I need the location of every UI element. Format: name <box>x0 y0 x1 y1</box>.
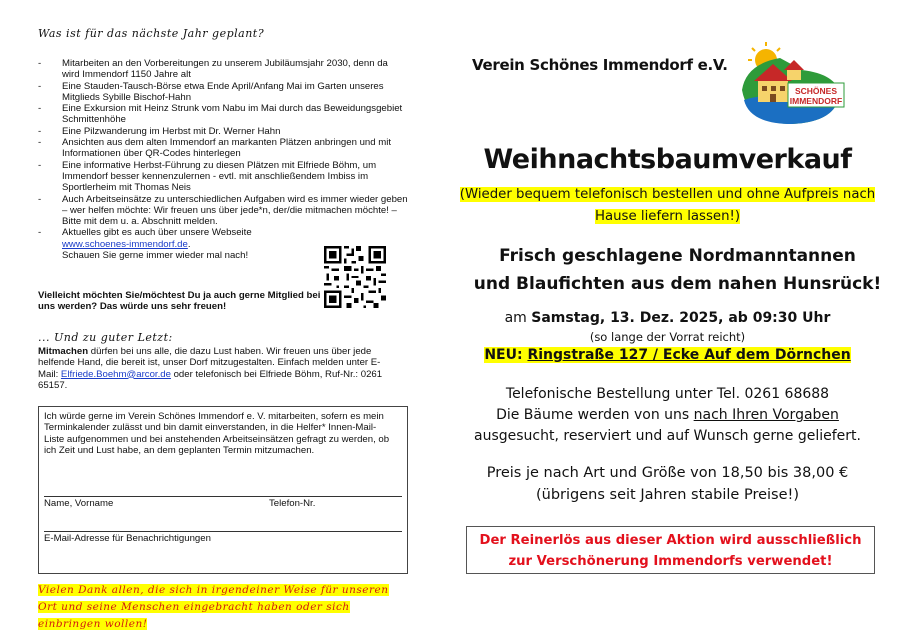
new-location: NEU: Ringstraße 127 / Ecke Auf dem Dörnchen <box>484 347 851 363</box>
list-item-website: - Aktuelles gibt es auch über unsere Webseite www.schoenes-immendorf.de. Schauen Sie gerne immer wieder mal nach! <box>38 227 252 262</box>
proceeds-note: Der Reinerlös aus dieser Aktion wird ausschließlich zur Verschönerung Immendorfs verwendet! <box>466 526 875 574</box>
list-item: - Eine Exkursion mit Heinz Strunk vom Nabu im Mai durch das Beweidungsgebiet Schmittenhöhe <box>38 103 403 126</box>
trees-headline: Frisch geschlagene Nordmanntannen und Blaufichten aus dem nahen Hunsrück! <box>473 246 882 294</box>
subtitle: (Wieder bequem telefonisch bestellen und ohne Aufpreis nach Hause liefern lassen!) <box>459 187 876 224</box>
website-link[interactable]: www.schoenes-immendorf.de <box>62 238 188 250</box>
list-item: - Eine Stauden-Tausch-Börse etwa Ende April/Anfang Mai im Garten unseres Mitglieds Sybille Bischof-Hahn <box>38 80 384 103</box>
logo-text-1: SCHÖNES <box>794 86 838 96</box>
name-label: Name, Vorname <box>44 498 114 509</box>
price-info: Preis je nach Art und Größe von 18,50 bis 38,00 € (übrigens seit Jahren stabile Preise!) <box>486 465 849 503</box>
right-column <box>455 0 900 636</box>
signup-form <box>38 406 408 574</box>
list-item: - Eine Pilzwanderung im Herbst mit Dr. Werner Hahn <box>38 125 281 137</box>
list-item: - Auch Arbeitseinsätze zu unterschiedlichen Aufgaben wird es immer wieder geben – wer helfen möchte: Wir freuen uns über jede*n, der/die mitmachen möchte! – Bitte mit dem u. a. Abschnitt melden. <box>38 193 408 228</box>
logo-text-2: IMMENDORF <box>789 96 843 106</box>
club-logo <box>736 40 846 126</box>
last-heading: ... Und zu guter Letzt: <box>38 331 173 344</box>
plans-list <box>38 58 408 261</box>
phone-label: Telefon-Nr. <box>269 498 316 509</box>
club-name: Verein Schönes Immendorf e.V. <box>472 56 728 74</box>
sale-date: am Samstag, 13. Dez. 2025, ab 09:30 Uhr <box>504 310 831 326</box>
email-field[interactable] <box>44 531 402 532</box>
list-item: - Ansichten aus dem alten Immendorf an markanten Plätzen anbringen und mit Informationen über QR-Codes hinterlegen <box>38 137 392 160</box>
membership-invite: Vielleicht möchten Sie/möchtest Du ja auch gerne Mitglied bei uns werden? Das würde uns sehr freuen! <box>38 290 321 313</box>
list-item: - Mitarbeiten an den Vorbereitungen zu unserem Jubiläumsjahr 2030, denn da wird Immendorf 1150 Jahre alt <box>38 58 388 81</box>
list-item: - Eine informative Herbst-Führung zu diesen Plätzen mit Elfriede Böhm, um Immendorf besser kennenzulernen - evtl. mit anschließendem Imbiss im Sportlerheim mit Thomas Neis <box>38 159 377 194</box>
thanks-note: Vielen Dank allen, die sich in irgendeiner Weise für unseren Ort und seine Menschen eingebracht haben oder sich einbringen wollen! <box>38 584 389 630</box>
plans-heading: Was ist für das nächste Jahr geplant? <box>38 27 265 40</box>
email-link[interactable]: Elfriede.Boehm@arcor.de <box>60 368 171 380</box>
name-field[interactable] <box>44 496 402 497</box>
email-label: E-Mail-Adresse für Benachrichtigungen <box>44 533 211 544</box>
form-consent-text: Ich würde gerne im Verein Schönes Immendorf e. V. mitarbeiten, sofern es mein Terminkalender zulässt und bin damit einverstanden, in die Helfer* Innen-Mail-Liste aufgenommen und bei anstehenden Arbeitseinsätzen gefragt zu werden, ob ich Zeit und Lust habe, an dem geplanten Termin mitzumachen. <box>44 411 390 456</box>
join-paragraph: Mitmachen dürfen bei uns alle, die dazu Lust haben. Wir freuen uns über jede helfende Hand, die bereit ist, unser Dorf mitzugestalten. Einfach melden unter E-Mail: Elfriede.Boehm@arcor.de oder telefonisch bei Elfriede Böhm, Ruf-Nr.: 0261 65157. <box>38 346 383 391</box>
stock-note: (so lange der Vorrat reicht) <box>589 330 746 344</box>
order-info: Telefonische Bestellung unter Tel. 0261 68688 Die Bäume werden von uns nach Ihren Vorgaben ausgesucht, reserviert und auf Wunsch gerne geliefert. <box>474 386 861 444</box>
page-title: Weihnachtsbaumverkauf <box>483 144 852 175</box>
qr-code-icon <box>324 246 386 308</box>
